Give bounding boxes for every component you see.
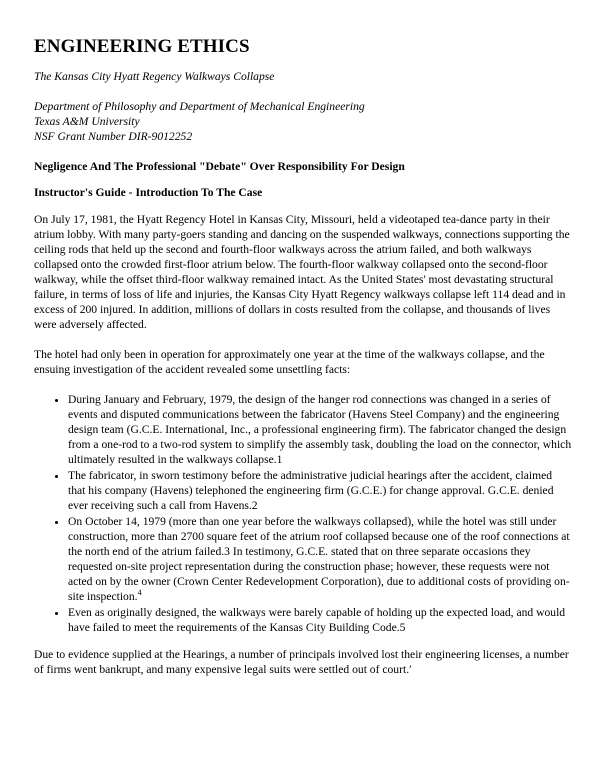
conclusion-paragraph: Due to evidence supplied at the Hearings, a number of principals involved lost their engineering licenses, a number of firms went bankrupt, and many expensive legal suits were settled out of court.′ — [34, 648, 569, 676]
section-heading-negligence: Negligence And The Professional "Debate" Over Responsibility For Design — [34, 160, 405, 173]
list-item-text: The fabricator, in sworn testimony before the administrative judicial hearings after the accident, claimed that his company (Havens) telephoned the engineering firm (G.C.E.) for change approval. G.C.E. denied ever receiving such a call from Havens.2 — [68, 469, 554, 512]
list-item — [68, 468, 572, 513]
department-line: Department of Philosophy and Department of Mechanical Engineering — [34, 100, 365, 113]
list-item-text: On October 14, 1979 (more than one year before the walkways collapsed), while the hotel was still under construction, more than 2700 square feet of the atrium roof collapsed because one of the roof connections at the north end of the atrium failed.3 In testimony, G.C.E. stated that on three separate occasions they requested on-site project representation during the construction phase; however, these requests were not acted on by the owner (Crown Center Redevelopment Corporation), due to additional costs of providing on-site inspection. — [68, 515, 570, 603]
section-heading-instructors-guide: Instructor's Guide - Introduction To The Case — [34, 186, 263, 199]
list-item — [68, 605, 572, 635]
document-title: ENGINEERING ETHICS — [34, 36, 250, 57]
case-subtitle: The Kansas City Hyatt Regency Walkways Collapse — [34, 70, 275, 83]
university-line: Texas A&M University — [34, 115, 140, 128]
list-item — [68, 392, 572, 467]
list-item-text: Even as originally designed, the walkways were barely capable of holding up the expected load, and would have failed to meet the requirements of the Kansas City Building Code.5 — [68, 606, 566, 634]
facts-list — [34, 392, 572, 635]
department-info — [34, 99, 572, 144]
list-item-text: During January and February, 1979, the design of the hanger rod connections was changed in a series of events and disputed communications between the fabricator (Havens Steel Company) and the engineering design team (G.C.E. International, Inc., a professional engineering firm). The fabricator changed the design from a one-rod to a two-rod system to simplify the assembly task, doubling the load on the connector, which ultimately resulted in the walkways collapse.1 — [68, 393, 572, 466]
grant-line: NSF Grant Number DIR-9012252 — [34, 130, 193, 143]
footnote-marker: 4 — [137, 588, 142, 598]
intro-paragraph: On July 17, 1981, the Hyatt Regency Hotel in Kansas City, Missouri, held a videotaped tea-dance party in their atrium lobby. With many party-goers standing and dancing on the suspended walkways, connections supporting the ceiling rods that held up the second and fourth-floor walkways across the atrium failed, and both walkways collapsed onto the crowded first-floor atrium below. The fourth-floor walkway collapsed onto the second-floor walkway, while the offset third-floor walkway remained intact. As the United States' most devastating structural failure, in terms of loss of life and injuries, the Kansas City Hyatt Regency walkways collapse left 114 dead and in excess of 200 injured. In addition, millions of dollars in costs resulted from the collapse, and thousands of lives were adversely affected. — [34, 213, 570, 331]
facts-intro-paragraph: The hotel had only been in operation for approximately one year at the time of the walkways collapse, and the ensuing investigation of the accident revealed some unsettling facts: — [34, 348, 545, 376]
list-item — [68, 514, 572, 604]
